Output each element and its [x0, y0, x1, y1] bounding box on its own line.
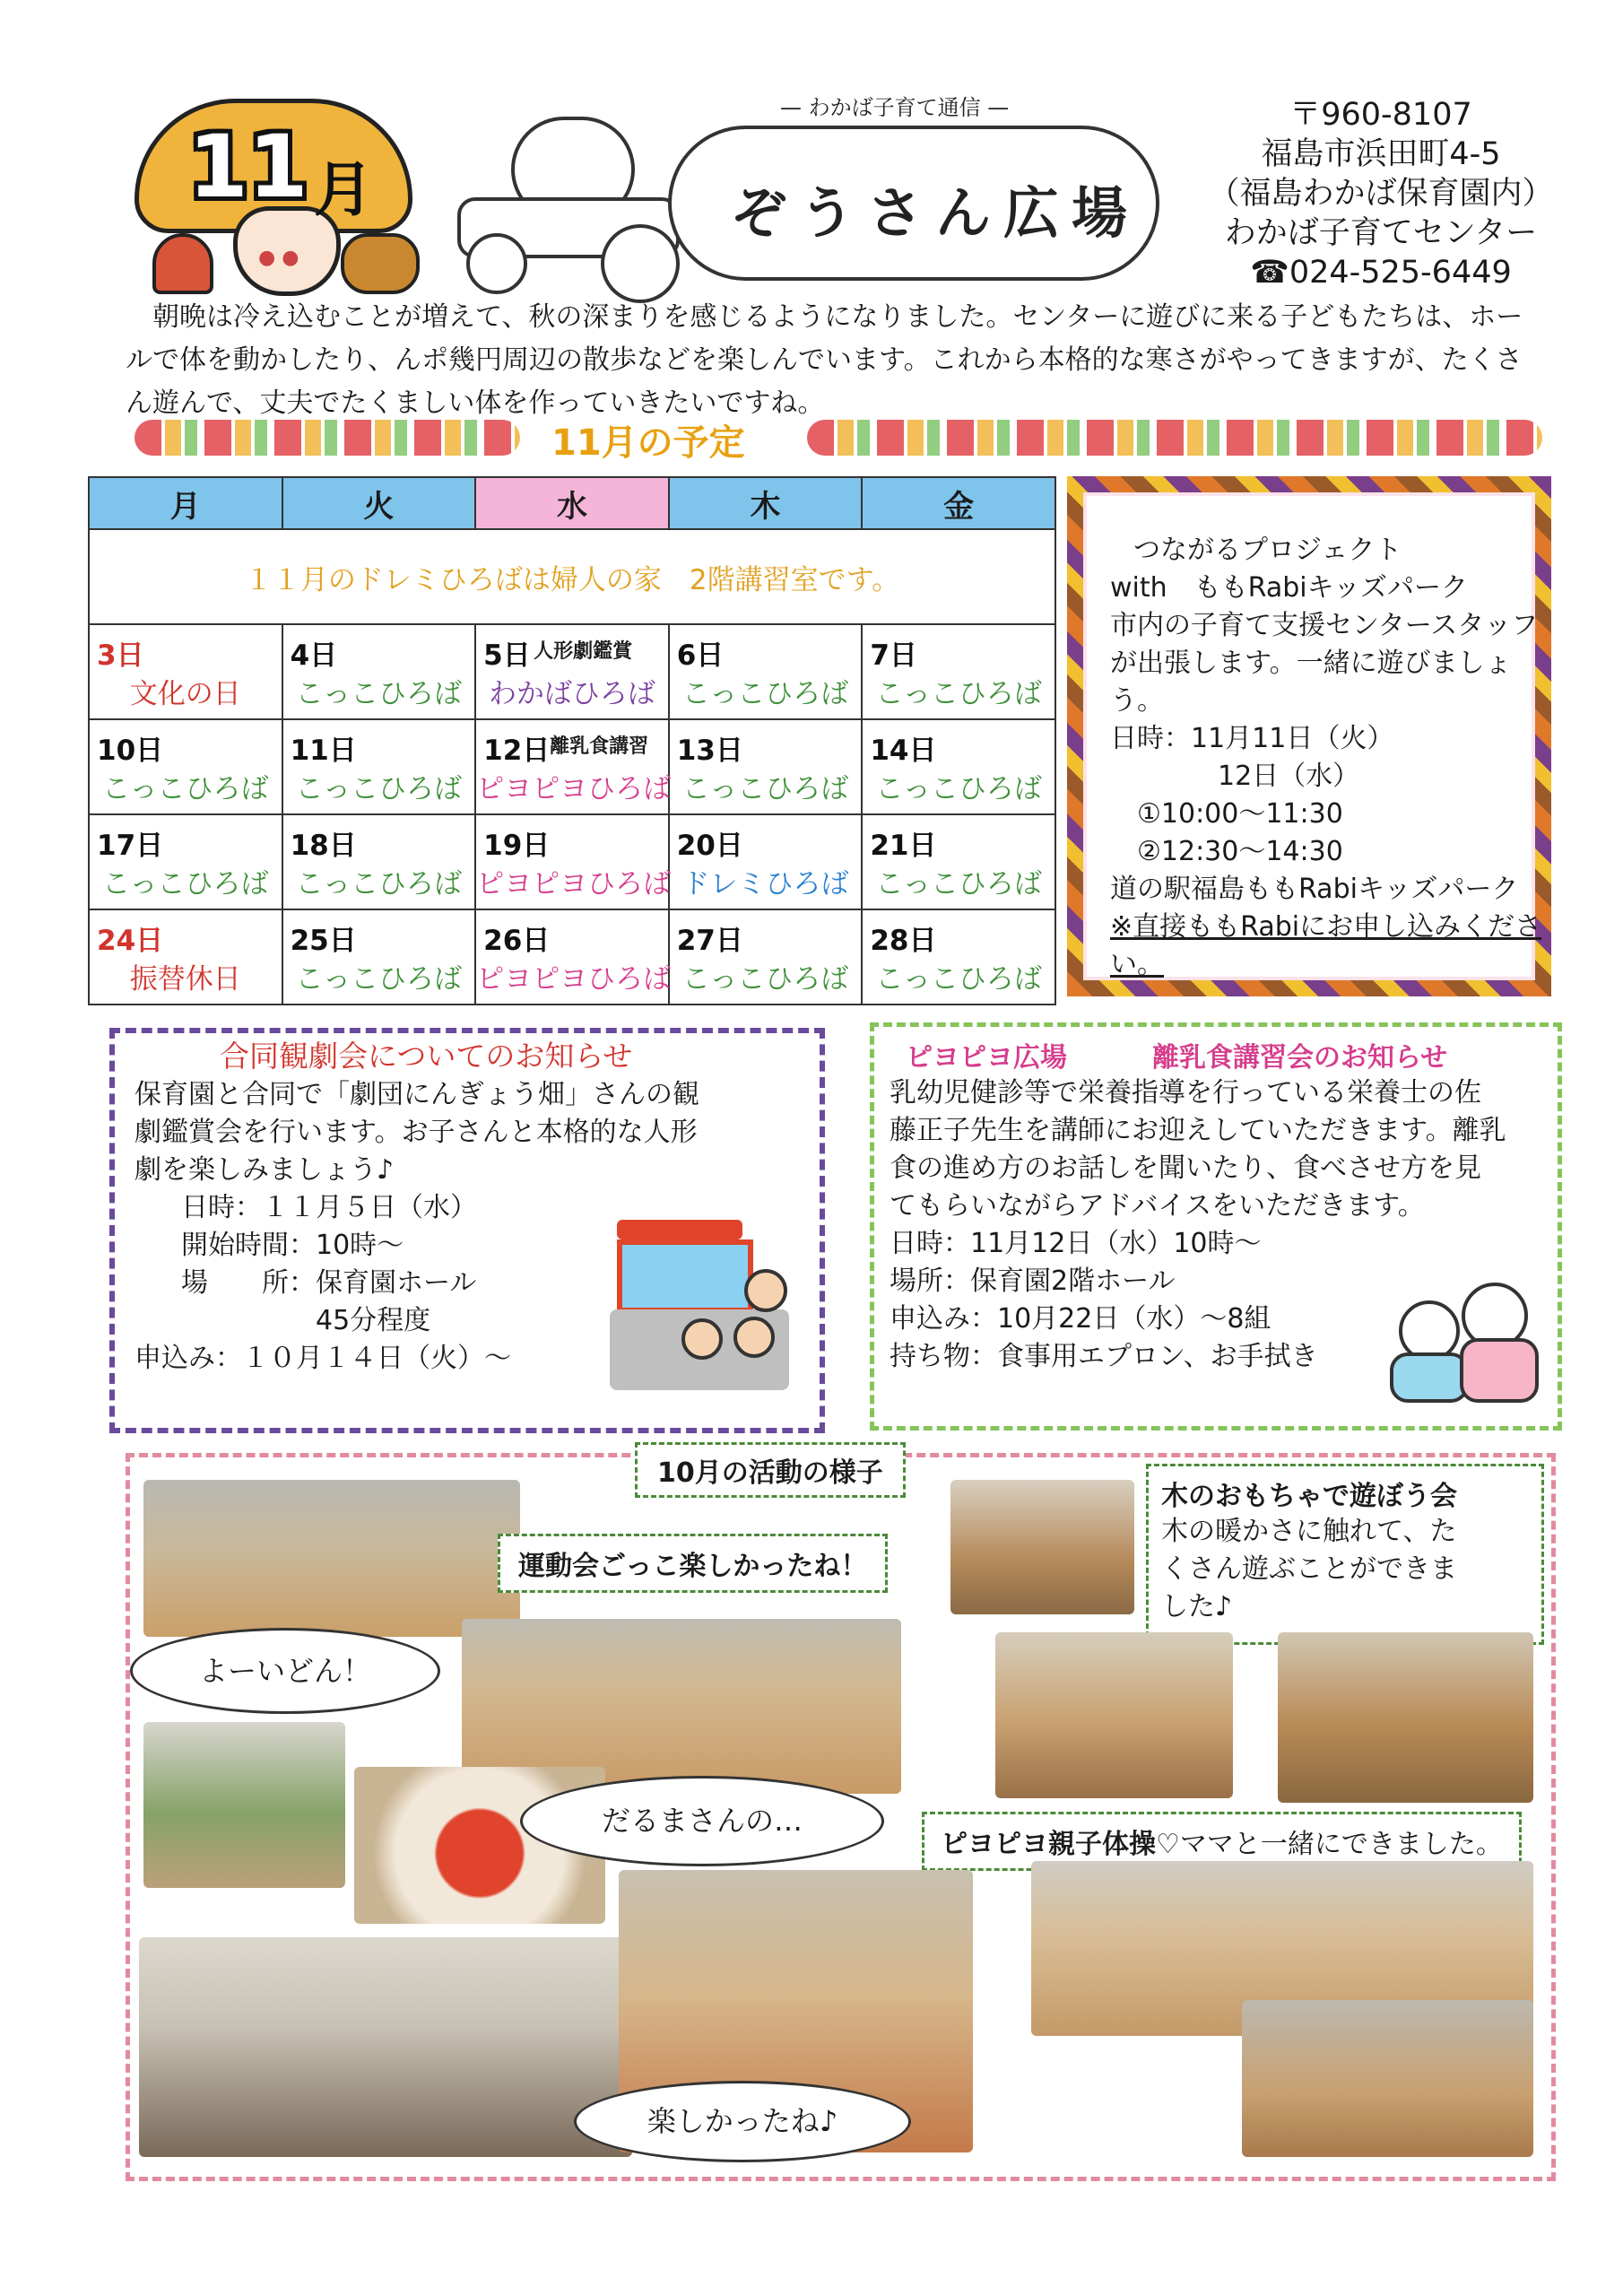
- weekday-fri: 金: [862, 477, 1055, 529]
- calendar-date: 25日: [290, 925, 357, 957]
- weaning-title-left: ピヨピヨ広場: [906, 1042, 1067, 1074]
- project-desc-2: が出張します。一緒に遊びましょう。: [1110, 648, 1512, 717]
- theater-date: 日時：１１月５日（水）: [154, 1192, 477, 1223]
- photo-sports-hall-1: [143, 1480, 520, 1637]
- weekday-tue: 火: [282, 477, 476, 529]
- month-number: 11: [188, 117, 308, 217]
- calendar-event: こっこひろば: [681, 678, 849, 710]
- calendar-day-cell: [282, 624, 476, 719]
- bubble-daruma-text: だるまさんの…: [601, 1804, 803, 1838]
- calendar-day-cell: [89, 814, 282, 909]
- calendar-day-cell: [862, 909, 1055, 1004]
- calendar-notice-cell: [89, 529, 1055, 624]
- calendar-event: こっこひろば: [681, 963, 849, 996]
- project-venue: 道の駅福島ももRabiキッズパーク: [1110, 874, 1519, 905]
- photo-wood-toys-1: [950, 1480, 1134, 1614]
- sports-label: [498, 1534, 888, 1593]
- project-time-1: ①10:00～11:30: [1110, 798, 1343, 830]
- calendar-date: 12日: [483, 735, 551, 767]
- calendar-week-row: [89, 719, 1055, 814]
- weekday-mon: 月: [89, 477, 282, 529]
- speech-bubble-daruma: [520, 1776, 884, 1866]
- schedule-title: 11月の予定: [551, 422, 745, 464]
- weekday-wed: 水: [475, 477, 669, 529]
- calendar-date: 19日: [483, 830, 551, 862]
- calendar-date: 26日: [483, 925, 551, 957]
- phone-number: ☎024-525-6449: [1250, 255, 1512, 291]
- wood-toys-label: [1146, 1464, 1544, 1645]
- calendar-day-cell: [862, 719, 1055, 814]
- calendar-day-cell: [282, 909, 476, 1004]
- activity-title-label: [635, 1442, 906, 1498]
- mushroom-garland-left: [135, 420, 520, 456]
- sports-label-text: 運動会ごっこ楽しかったね！: [518, 1551, 868, 1582]
- calendar-event: 振替休日: [129, 963, 241, 996]
- photo-wood-toys-2: [995, 1632, 1233, 1798]
- calendar-day-cell: [89, 719, 282, 814]
- calendar-event: ピヨピヨひろば: [476, 963, 672, 996]
- weaning-place: 場所：保育園2階ホール: [890, 1265, 1176, 1297]
- calendar-event: こっこひろば: [295, 773, 463, 805]
- calendar-event: こっこひろば: [875, 773, 1042, 805]
- calendar-day-cell: [669, 909, 863, 1004]
- street-address: 福島市浜田町4-5: [1261, 136, 1501, 172]
- weaning-line-1: 乳幼児健診等で栄養指導を行っている栄養士の佐: [890, 1077, 1481, 1109]
- calendar-day-cell: [669, 814, 863, 909]
- calendar-date: 27日: [676, 925, 743, 957]
- wood-toys-line-1: 木の暖かさに触れて、た: [1161, 1516, 1457, 1547]
- weaning-title-right: 離乳食講習会のお知らせ: [1152, 1042, 1448, 1074]
- project-with: with ももRabiキッズパーク: [1110, 572, 1468, 604]
- calendar-header-row: [89, 477, 1055, 529]
- theater-title: 合同観劇会についてのお知らせ: [220, 1039, 633, 1074]
- newsletter-subtitle: — わかば子育て通信 —: [780, 95, 1010, 120]
- calendar-event: こっこひろば: [102, 868, 269, 900]
- weaning-date: 日時：11月12日（水）10時～: [890, 1228, 1262, 1259]
- calendar-event: ピヨピヨひろば: [476, 773, 672, 805]
- theater-start: 開始時間：10時～: [154, 1230, 404, 1261]
- mushroom-logo: ● ● 11 月: [135, 99, 430, 305]
- project-date-1: 日時：11月11日（火）: [1110, 723, 1394, 754]
- calendar-date: 13日: [676, 735, 743, 767]
- calendar-date: 24日: [97, 925, 164, 957]
- wood-toys-title: 木のおもちゃで遊ぼう会: [1161, 1481, 1457, 1512]
- calendar-event: こっこひろば: [295, 963, 463, 996]
- calendar-day-cell: [862, 814, 1055, 909]
- project-time-2: ②12:30～14:30: [1110, 836, 1343, 867]
- photo-group: [139, 1937, 632, 2157]
- calendar-day-cell: [282, 719, 476, 814]
- nursery-name: （福島わかば保育園内）: [1208, 176, 1554, 212]
- calendar-day-cell: [475, 719, 672, 814]
- calendar-day-cell: [475, 909, 672, 1004]
- calendar-date: 20日: [676, 830, 743, 862]
- calendar-day-cell: [89, 624, 282, 719]
- calendar-date: 21日: [870, 830, 937, 862]
- theater-line-1: 保育園と合同で「劇団にんぎょう畑」さんの観: [135, 1079, 699, 1110]
- intro-text: 朝晩は冷え込むことが増えて、秋の深まりを感じるようになりました。センターに遊びに来る子どもたちは、ホールで体を動かしたり、んポ幾円周辺の散歩などを楽しんでいます。これから本格的な寒さがやってきますが、たくさん遊んで、丈夫でたくましい体を作っていきたいですね。: [126, 301, 1523, 419]
- center-name: わかば子育てセンター: [1224, 215, 1538, 251]
- calendar-date: 14日: [870, 735, 937, 767]
- calendar-day-cell: [475, 814, 672, 909]
- calendar-date: 3日: [97, 639, 144, 672]
- calendar-event: ピヨピヨひろば: [476, 868, 672, 900]
- weaning-line-2: 藤正子先生を講師にお迎えしていただきます。離乳: [890, 1115, 1506, 1146]
- wood-toys-line-3: した♪: [1161, 1591, 1233, 1622]
- weaning-line-4: てもらいながらアドバイスをいただきます。: [890, 1190, 1425, 1222]
- calendar-week-row: [89, 909, 1055, 1004]
- weaning-bring: 持ち物：食事用エプロン、お手拭き: [890, 1341, 1318, 1372]
- project-title: つながるプロジェクト: [1133, 535, 1402, 566]
- calendar-event: こっこひろば: [102, 773, 269, 805]
- photo-hall-wall: [143, 1722, 345, 1888]
- theater-place: 場 所：保育園ホール: [154, 1267, 477, 1299]
- weaning-line-3: 食の進め方のお話しを聞いたり、食べさせ方を見: [890, 1152, 1481, 1184]
- calendar-date: 4日: [290, 639, 338, 672]
- postal-code: 〒960-8107: [1289, 97, 1472, 133]
- theater-line-3: 劇を楽しみましょう♪: [135, 1154, 395, 1186]
- center-address: [1206, 95, 1556, 292]
- project-box: [1067, 476, 1551, 996]
- project-date-2: 12日（水）: [1110, 761, 1360, 792]
- piyo-exercise-bold: ピヨピヨ親子体操: [941, 1829, 1156, 1860]
- theater-apply: 申込み：１０月１４日（火）～: [135, 1343, 511, 1374]
- calendar-day-cell: [862, 624, 1055, 719]
- calendar-date: 17日: [97, 830, 164, 862]
- theater-line-2: 劇鑑賞会を行います。お子さんと本格的な人形: [135, 1117, 698, 1148]
- calendar-week-row: [89, 624, 1055, 719]
- calendar-date: 11日: [290, 735, 357, 767]
- project-apply-note: ※直接ももRabiにお申し込みくださ: [1110, 911, 1542, 943]
- calendar-event: こっこひろば: [681, 773, 849, 805]
- calendar-event: こっこひろば: [295, 678, 463, 710]
- calendar-date: 7日: [870, 639, 917, 672]
- calendar-event: ドレミひろば: [681, 868, 849, 900]
- calendar-date: 6日: [676, 639, 725, 672]
- weekday-thu: 木: [669, 477, 863, 529]
- doremi-notice: １１月のドレミひろばは婦人の家 2階講習室です。: [244, 563, 900, 596]
- calendar-event: こっこひろば: [875, 963, 1042, 996]
- project-apply-note-end: い。: [1110, 949, 1164, 980]
- calendar-date: 10日: [97, 735, 164, 767]
- piyo-exercise-rest: ♡ママと一緒にできました。: [1156, 1829, 1503, 1860]
- calendar-day-cell: [282, 814, 476, 909]
- calendar-event: こっこひろば: [875, 678, 1042, 710]
- calendar-date: 18日: [290, 830, 357, 862]
- mushroom-garland-right: [807, 420, 1542, 456]
- calendar-event: 文化の日: [129, 678, 241, 710]
- elephant-tractor-illustration: [457, 117, 681, 296]
- calendar-week-row: [89, 814, 1055, 909]
- calendar-event: こっこひろば: [875, 868, 1042, 900]
- calendar-day-cell: [475, 624, 669, 719]
- calendar-date: 5日: [483, 639, 531, 672]
- bunny-feeding-illustration: [1390, 1274, 1533, 1399]
- newsletter-title: ぞうさん広場: [731, 180, 1141, 246]
- calendar-day-cell: [669, 624, 863, 719]
- activity-title: 10月の活動の様子: [657, 1457, 883, 1489]
- calendar-day-cell: [89, 909, 282, 1004]
- weaning-apply: 申込み：10月22日（水）～8組: [890, 1303, 1271, 1335]
- calendar-event: わかばひろば: [488, 678, 655, 710]
- photo-wood-toys-3: [1278, 1632, 1533, 1803]
- photo-parent-exercise-2: [1242, 2000, 1533, 2157]
- calendar-table: [88, 476, 1056, 1005]
- bubble-fun-text: 楽しかったね♪: [647, 2104, 838, 2138]
- theater-duration: 45分程度: [154, 1305, 431, 1336]
- calendar-date: 28日: [870, 925, 937, 957]
- bubble-ready-text: よーいどん！: [198, 1654, 371, 1688]
- calendar-event: こっこひろば: [295, 868, 463, 900]
- speech-bubble-ready: [130, 1628, 440, 1714]
- wood-toys-line-2: くさん遊ぶことができま: [1161, 1553, 1457, 1585]
- project-desc-1: 市内の子育て支援センタースタッフ: [1110, 610, 1539, 641]
- calendar-date-note: 離乳食講習: [550, 735, 649, 758]
- calendar-date-note: 人形劇鑑賞: [534, 640, 633, 663]
- calendar-day-cell: [669, 719, 863, 814]
- speech-bubble-fun: [574, 2081, 911, 2162]
- puppet-show-illustration: [610, 1220, 789, 1390]
- month-kanji: 月: [314, 155, 373, 224]
